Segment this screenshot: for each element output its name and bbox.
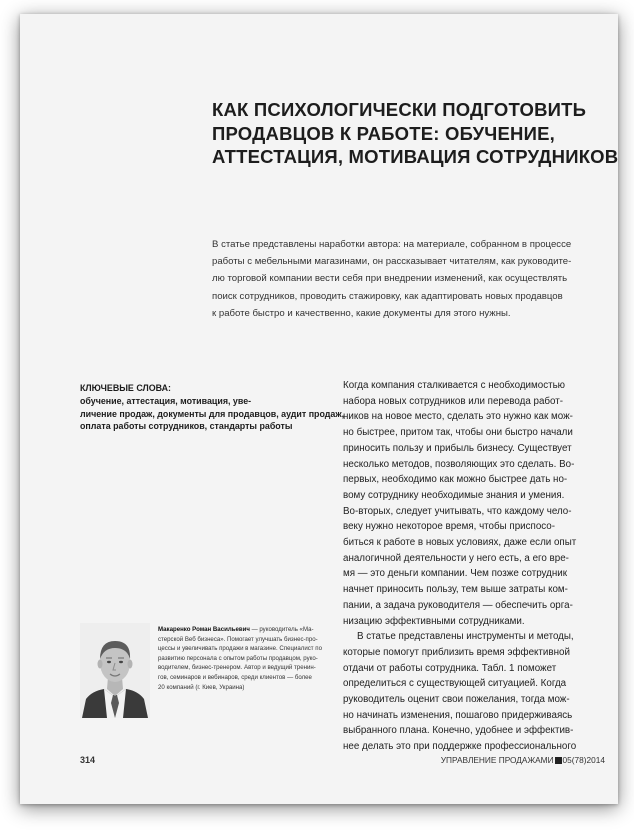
- body-line: биться к работе в новых условиях, даже если опыт: [343, 537, 577, 549]
- issue-number: 05(78)2014: [562, 755, 605, 765]
- journal-name: УПРАВЛЕНИЕ ПРОДАЖАМИ: [440, 755, 554, 765]
- journal-info: [405, 755, 605, 765]
- author-line: стерской Веб бизнеса». Помогает улучшать бизнес-про-: [158, 635, 318, 643]
- body-line: но быстрее, притом так, чтобы они быстро начали: [343, 427, 573, 439]
- body-line: набора новых сотрудников или перевода работ-: [343, 395, 564, 407]
- magazine-page: [20, 14, 618, 804]
- keywords-text: обучение, аттестация, мотивация, уве-: [80, 395, 252, 406]
- keywords-line: личение продаж, документы для продавцов, аудит продаж,: [80, 408, 345, 419]
- body-line: мя — это деньги компании. Чем позже сотрудник: [343, 568, 568, 580]
- body-line: несколько методов, позволяющих это сделать. Во-: [343, 458, 575, 470]
- article-lead: [212, 236, 602, 322]
- square-bullet-icon: [555, 757, 562, 764]
- lead-line: поиск сотрудников, проводить стажировку, как адаптировать новых продавцов: [212, 290, 563, 302]
- author-line: водителем, бизнес-тренером. Автор и ведущий тренин-: [158, 664, 316, 672]
- body-line: начнет приносить пользу, тем выше затраты ком-: [343, 584, 568, 596]
- body-line: Когда компания сталкивается с необходимостью: [343, 380, 566, 391]
- author-line: цессы и увеличивать продажи в магазине. Специалист по: [158, 645, 322, 653]
- title-line: АТТЕСТАЦИЯ, МОТИВАЦИЯ СОТРУДНИКОВ: [212, 146, 619, 167]
- lead-line: В статье представлены наработки автора: на материале, собранном в процессе: [212, 239, 572, 250]
- lead-line: к работе быстро и качественно, какие документы для этого нужны.: [212, 307, 511, 319]
- author-name: Макаренко Роман Васильевич: [158, 626, 250, 633]
- page-number: 314: [80, 755, 96, 765]
- keywords-block: [80, 382, 345, 433]
- article-title: [212, 98, 619, 169]
- body-line: первых, необходимо как можно быстрее дать но-: [343, 474, 568, 486]
- body-line: отдачи от работы сотрудника. Табл. 1 поможет: [343, 662, 557, 674]
- author-bio-text: — руководитель «Ма-: [249, 626, 314, 633]
- body-line: низацию эффективными сотрудниками.: [343, 615, 525, 627]
- body-line: аналогичной деятельности у него есть, а его вре-: [343, 552, 569, 564]
- body-line: приносить пользу и прибыль бизнесу. Существует: [343, 442, 572, 454]
- body-line: нее делать это при поддержке профессионального: [343, 741, 577, 753]
- body-line: которые помогут приблизить время эффективной: [343, 646, 570, 658]
- body-line: ников на новое место, сделать это нужно как мож-: [343, 411, 573, 423]
- keywords-line: оплата работы сотрудников, стандарты работы: [80, 421, 293, 432]
- lead-line: лю торговой компании вести себя при внедрении изменений, как осуществлять: [212, 273, 568, 285]
- body-line: определиться с существующей ситуацией. Когда: [343, 678, 567, 690]
- body-line: веку нужно некоторое время, чтобы приспосо-: [343, 521, 555, 533]
- author-line: 20 компаний (г. Киев, Украина): [158, 683, 245, 691]
- keywords-line: [80, 382, 332, 408]
- body-line: выбранного плана. Конечно, удобнее и эффектив-: [343, 725, 574, 737]
- author-line: [158, 625, 338, 635]
- author-photo: [80, 623, 150, 718]
- body-line: пании, а задача руководителя — обеспечить орга-: [343, 599, 573, 611]
- body-line: Во-вторых, следует учитывать, что каждому чело-: [343, 505, 572, 517]
- body-line: В статье представлены инструменты и методы,: [357, 631, 574, 643]
- title-line: КАК ПСИХОЛОГИЧЕСКИ ПОДГОТОВИТЬ: [212, 99, 587, 120]
- author-line: развитию персонала с опытом работы продавцом, руко-: [158, 654, 318, 662]
- body-line: вому сотруднику необходимые знания и умения.: [343, 489, 565, 501]
- body-line: но начинать изменения, пошагово придерживаясь: [343, 709, 573, 721]
- body-line: руководитель оценит свои пожелания, тогда мож-: [343, 694, 570, 706]
- lead-line: работы с мебельными магазинами, он рассказывает читателям, как руководите-: [212, 256, 572, 268]
- article-body: [343, 378, 603, 755]
- author-line: гов, семинаров и вебинаров, среди клиентов — более: [158, 673, 312, 681]
- author-bio: [158, 625, 338, 692]
- keywords-label: КЛЮЧЕВЫЕ СЛОВА:: [80, 383, 171, 393]
- title-line: ПРОДАВЦОВ К РАБОТЕ: ОБУЧЕНИЕ,: [212, 122, 555, 144]
